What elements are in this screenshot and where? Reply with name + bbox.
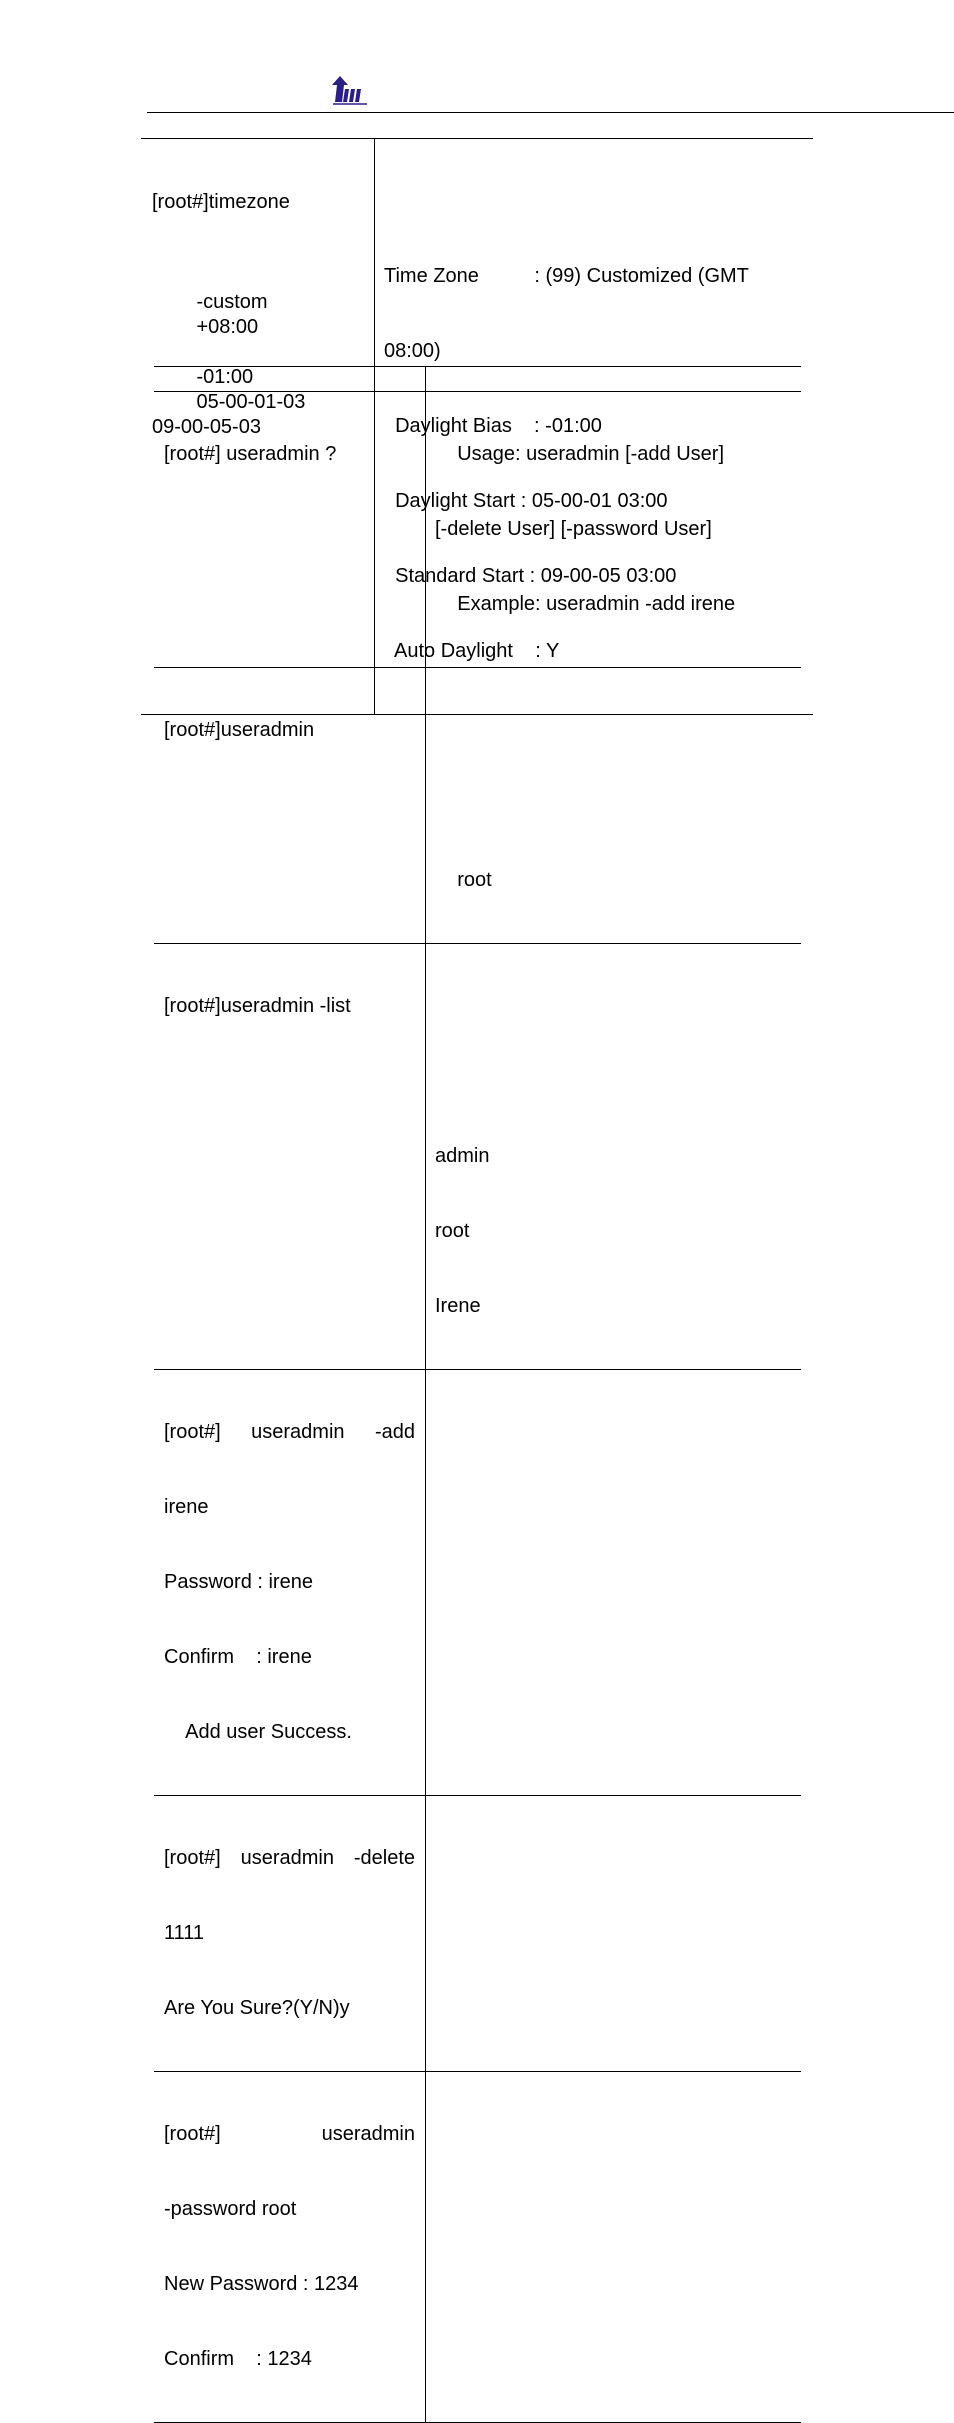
output-cell (426, 2072, 802, 2423)
output-line: Standard Start : 09-00-05 03:00 (384, 565, 677, 587)
command-line: -custom +08:00 (196, 291, 268, 338)
table-header-row (154, 367, 801, 392)
output-cell: admin root Irene (426, 944, 802, 1370)
output-cell (426, 1370, 802, 1796)
command-cell: [root#] useradmin ? (154, 392, 426, 668)
command-line: [root#]timezone (152, 191, 290, 213)
command-cell: [root#] useradmin -password root New Password : 1234 Confirm : 1234 (154, 2072, 426, 2423)
table-row (154, 944, 801, 1370)
output-line: Auto Daylight : Y (384, 640, 560, 662)
command-cell: [root#]useradmin (154, 668, 426, 944)
header-cell (154, 367, 426, 392)
useradmin-command-table (154, 366, 801, 2423)
output-line: 08:00) (384, 340, 441, 362)
output-line (384, 189, 813, 214)
command-cell: [root#] useradmin -add irene Password : irene Confirm : irene Add user Success. (154, 1370, 426, 1796)
table-row (154, 1370, 801, 1796)
table-row (154, 668, 801, 944)
output-cell: Usage: useradmin [-add User] [-delete User] [-password User] Example: useradmin -add irene (426, 392, 802, 668)
command-cell: [root#]useradmin -list (154, 944, 426, 1370)
command-line: -01:00 05-00-01-03 (196, 366, 306, 413)
table-row (154, 1796, 801, 2072)
command-cell: [root#] useradmin -delete 1111 Are You Sure?(Y/N)y (154, 1796, 426, 2072)
output-line: Daylight Start : 05-00-01 03:00 (384, 490, 668, 512)
output-line: Daylight Bias : -01:00 (384, 415, 602, 437)
header-rule (147, 112, 954, 113)
header-cell (426, 367, 802, 392)
company-logo-icon (331, 76, 369, 108)
output-cell (426, 1796, 802, 2072)
command-line: 09-00-05-03 (152, 416, 261, 438)
table-row (154, 2072, 801, 2423)
output-line: Time Zone : (99) Customized (GMT (384, 265, 749, 287)
output-cell: root (426, 668, 802, 944)
table-row (154, 392, 801, 668)
